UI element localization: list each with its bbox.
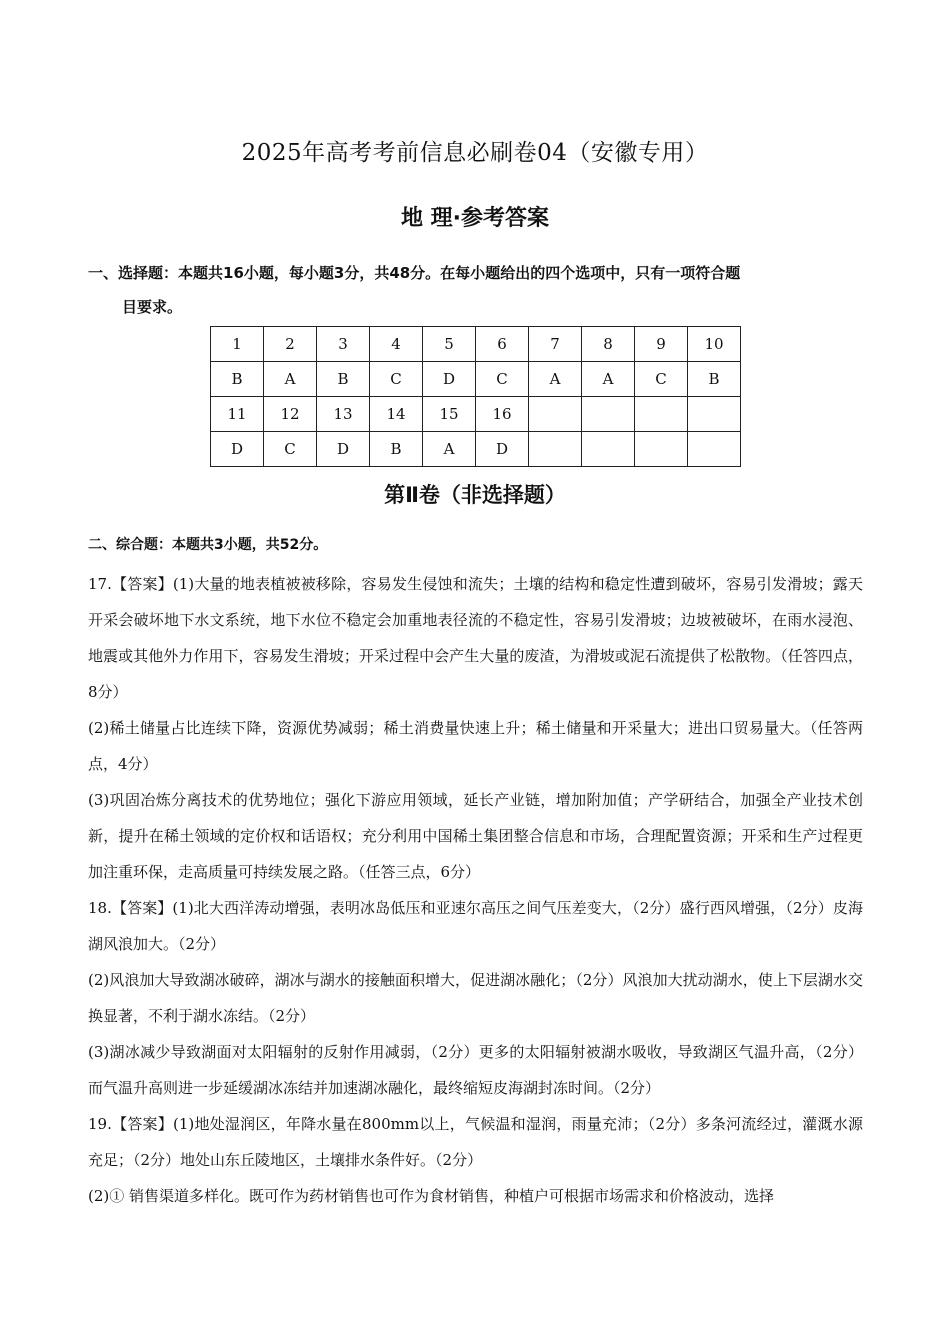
answer-table-cell: 6	[476, 327, 529, 362]
answer-table-cell: A	[529, 362, 582, 397]
answer-table-cell: B	[317, 362, 370, 397]
section1-line2: 目要求。	[122, 298, 183, 316]
part2-title: 第Ⅱ卷（非选择题）	[384, 483, 566, 507]
paragraph-18-3: (3)湖冰减少导致湖面对太阳辐射的反射作用减弱，（2分）更多的太阳辐射被湖水吸收，导致湖区气温升高，（2分）而气温升高则进一步延缓湖冰冻结并加速湖冰融化，最终缩短皮海湖封冻时间。（2分）	[88, 1043, 863, 1097]
answer-table-cell: B	[688, 362, 741, 397]
answer-table-cell: C	[370, 362, 423, 397]
answer-table-cell	[582, 432, 635, 467]
answer-table-cell: 3	[317, 327, 370, 362]
answer-table-cell: C	[264, 432, 317, 467]
section2-heading: 二、综合题：本题共3小题，共52分。	[88, 537, 328, 553]
answer-table-row	[211, 397, 741, 432]
paragraph-18-2: (2)风浪加大导致湖冰破碎，湖冰与湖水的接触面积增大，促进湖冰融化；（2分）风浪加大扰动湖水，使上下层湖水交换显著，不利于湖水冻结。（2分）	[88, 971, 863, 1025]
answer-table-cell	[529, 432, 582, 467]
paragraph-18-1: 18.【答案】(1)北大西洋涛动增强，表明冰岛低压和亚速尔高压之间气压差变大，（2分）盛行西风增强，（2分）皮海湖风浪加大。（2分）	[88, 899, 863, 953]
page-subtitle: 地 理·参考答案	[400, 206, 550, 231]
paragraph-17-3: (3)巩固冶炼分离技术的优势地位；强化下游应用领域，延长产业链，增加附加值；产学研结合，加强全产业技术创新，提升在稀土领域的定价权和话语权；充分利用中国稀土集团整合信息和市场，合理配置资源；开采和生产过程更加注重环保，走高质量可持续发展之路。（任答三点，6分）	[88, 791, 863, 881]
answer-table-cell: 16	[476, 397, 529, 432]
section1-line1: 一、选择题：本题共16小题，每小题3分，共48分。在每小题给出的四个选项中，只有一项符合题	[88, 264, 741, 282]
answer-table-cell: 4	[370, 327, 423, 362]
answer-table-cell: A	[423, 432, 476, 467]
answer-table-row	[211, 362, 741, 397]
section1-heading	[88, 256, 878, 324]
answer-table-cell: 7	[529, 327, 582, 362]
answer-table-cell	[582, 397, 635, 432]
answer-table-cell: 9	[635, 327, 688, 362]
answer-body	[88, 566, 863, 1214]
paragraph-17-1: 17.【答案】(1)大量的地表植被被移除，容易发生侵蚀和流失；土壤的结构和稳定性遭到破坏，容易引发滑坡；露天开采会破坏地下水文系统，地下水位不稳定会加重地表径流的不稳定性，容易引发滑坡；边坡被破坏，在雨水浸泡、地震或其他外力作用下，容易发生滑坡；开采过程中会产生大量的废渣，为滑坡或泥石流提供了松散物。（任答四点，8分）	[88, 575, 863, 701]
paragraph-19-1: 19.【答案】(1)地处湿润区，年降水量在800mm以上，气候温和湿润，雨量充沛；（2分）多条河流经过，灌溉水源充足；（2分）地处山东丘陵地区，土壤排水条件好。（2分）	[88, 1115, 863, 1169]
answer-table-cell: 15	[423, 397, 476, 432]
answer-table-cell: B	[370, 432, 423, 467]
answer-table-cell: 5	[423, 327, 476, 362]
answer-table-cell: A	[264, 362, 317, 397]
answer-table-cell: 2	[264, 327, 317, 362]
answer-table-cell: D	[423, 362, 476, 397]
answer-table-cell	[688, 397, 741, 432]
answer-table-cell: 13	[317, 397, 370, 432]
answer-table-cell: C	[476, 362, 529, 397]
answer-table-cell: D	[317, 432, 370, 467]
paragraph-19-2: (2)① 销售渠道多样化。既可作为药材销售也可作为食材销售，种植户可根据市场需求和价格波动，选择	[88, 1187, 775, 1205]
answer-table-row	[211, 432, 741, 467]
answer-table-cell: 1	[211, 327, 264, 362]
answer-table	[210, 326, 741, 467]
answer-table-cell	[635, 397, 688, 432]
page-title: 2025年高考考前信息必刷卷04（安徽专用）	[241, 140, 709, 166]
answer-table-cell: B	[211, 362, 264, 397]
answer-table-cell	[529, 397, 582, 432]
answer-table-cell: 12	[264, 397, 317, 432]
answer-table-cell	[688, 432, 741, 467]
answer-table-cell	[635, 432, 688, 467]
answer-table-cell: D	[476, 432, 529, 467]
answer-table-cell: 11	[211, 397, 264, 432]
answer-table-cell: 10	[688, 327, 741, 362]
answer-table-cell: 14	[370, 397, 423, 432]
answer-table-cell: D	[211, 432, 264, 467]
answer-table-row	[211, 327, 741, 362]
answer-table-cell: 8	[582, 327, 635, 362]
answer-table-cell: A	[582, 362, 635, 397]
answer-table-cell: C	[635, 362, 688, 397]
paragraph-17-2: (2)稀土储量占比连续下降，资源优势减弱；稀土消费量快速上升；稀土储量和开采量大；进出口贸易量大。（任答两点，4分）	[88, 719, 863, 773]
